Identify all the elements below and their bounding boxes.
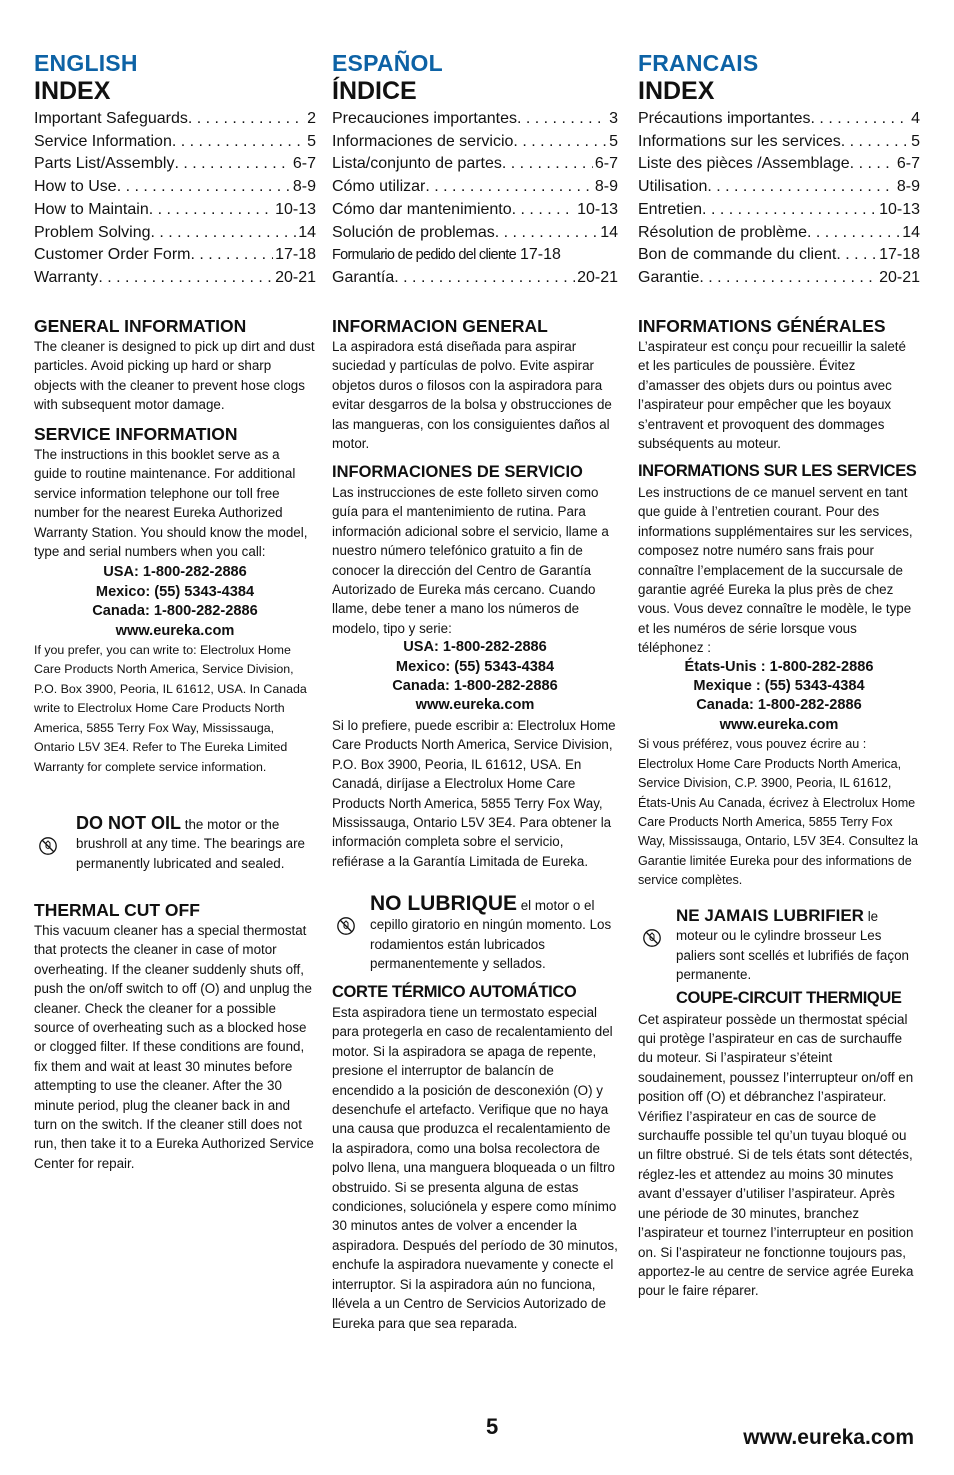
section-heading: THERMAL CUT OFF (34, 900, 200, 920)
do-not-oil-title: NO LUBRIQUE (370, 892, 517, 915)
no-oil-icon (642, 928, 662, 948)
toc-entry: Précautions importantes . . . 4 (638, 108, 920, 131)
section-general-information (638, 316, 920, 453)
index-title: INDEX (638, 77, 715, 105)
toc-entry: How to Maintain . . . 10-13 (34, 199, 316, 222)
section-heading: INFORMACIONES DE SERVICIO (332, 463, 583, 481)
section-heading: INFORMATIONS GÉNÉRALES (638, 316, 886, 336)
section-heading: CORTE TÉRMICO AUTOMÁTICO (332, 983, 577, 1001)
write-address-text: If you prefer, you can write to: Electrolux Home Care Products North America, Service Division, P.O. Box 3900, Peoria, IL 61612, USA. In Canada write to Electrolux Home Care Products North America, 5855 Terry Fox Way, Mississauga, Ontario L5V 3E4. Refer to The Eureka Limited Warranty for complete service information. (34, 643, 307, 774)
section-heading-thermal: COUPE-CIRCUIT THERMIQUE (676, 988, 902, 1007)
write-address-text: Si vous préférez, vous pouvez écrire au : Electrolux Home Care Products North America, Service Division, C.P. 3900, Peoria, IL 61612, États-Unis Au Canada, écrivez à Electrolux Home Care Products North America, 5855 Terry Fox Way, Mississauga, Ontario, L5V 3E4. Consultez la Garantie limitée Eureka pour des informations de service complètes. (638, 737, 918, 888)
section-do-not-oil (332, 894, 618, 974)
do-not-oil-title: DO NOT OIL (76, 813, 181, 833)
phone-mexico: Mexico: (55) 5343-4384 (395, 658, 555, 675)
toc-entry: Customer Order Form . . . 17-18 (34, 244, 316, 267)
section-thermal-cut-off (332, 982, 618, 1333)
toc-entry: Entretien . . . 10-13 (638, 199, 920, 222)
section-body: Les instructions de ce manuel servent en tant que guide à l’entretien courant. Pour des informations supplémentaires sur les services, composez notre numéro sans frais pour connaître l’emplacement de la succursale de garantie agréé Eureka la plus près de chez vous. Vous devez connaître le modèle, le type et les numéros de série lorsque vous téléphonez : (638, 485, 913, 656)
phone-mexico: Mexico: (55) 5343-4384 (95, 583, 255, 600)
toc-entry: Formulario de pedido del cliente 17-18 (332, 246, 561, 264)
column-english (34, 48, 316, 1171)
do-not-oil-title: NE JAMAIS LUBRIFIER (676, 906, 864, 925)
section-heading: SERVICE INFORMATION (34, 424, 238, 444)
section-body: This vacuum cleaner has a special thermostat that protects the cleaner in case of motor overheating. If the cleaner suddenly shuts off, push the on/off switch to off (O) and unplug the cleaner. Check the cleaner for a possible source of overheating such as a blocked hose or clogged filter. If these conditions are found, fix them and wait at least 30 minutes before attempting to use the cleaner. After the 30 minute period, plug the cleaner back in and turn on the switch. If the cleaner still does not run, then take it to a Eureka Authorized Service Center for repair. (34, 923, 314, 1171)
do-not-oil-notice (332, 894, 618, 974)
section-service-information (638, 464, 920, 891)
section-do-not-oil (34, 814, 316, 873)
toc-entry: Bon de commande du client . . . 17-18 (638, 244, 920, 267)
toc-entry: Parts List/Assembly . . . 6-7 (34, 153, 316, 176)
do-not-oil-text: le moteur ou le cylindre brosseur Les paliers sont scellés et lubrifiés de façon permanente. (676, 909, 909, 983)
do-not-oil-text: the motor or the brushroll at any time. The bearings are permanently lubricated and sealed. (76, 817, 306, 871)
toc-entry: Résolution de problème . . . 14 (638, 222, 920, 245)
section-thermal-cut-off (34, 900, 316, 1173)
table-of-contents (332, 108, 618, 290)
toc-entry: Problem Solving . . . 14 (34, 222, 316, 245)
do-not-oil-notice (34, 814, 316, 873)
toc-entry: Informaciones de servicio . . . 5 (332, 131, 618, 154)
do-not-oil-notice (638, 906, 920, 985)
no-oil-icon (336, 916, 356, 936)
section-body: Esta aspiradora tiene un termostato especial para protegerla en caso de recalentamiento del motor. Si la aspiradora se apaga de repente, presione el interruptor de balancín de encendido a la posición de desconexión (O) y desenchufe el artefacto. Verifique que no haya una causa que produzca el recalentamiento de la aspiradora, como una bolsa recolectora de polvo llena, una manguera bloqueada o un filtro obstruido. Si se presenta alguna de estas condiciones, soluciónela y espere como mínimo 30 minutos antes de volver a encender la aspiradora. Después del período de 30 minutos, enchufe la aspiradora nuevamente y conecte el interruptor. Si la aspiradora aún no funciona, llévela a un Centro de Servicios Autorizado de Eureka para que sea reparada. (332, 1005, 618, 1331)
website-link[interactable]: www.eureka.com (415, 697, 535, 714)
toc-entry: How to Use . . . 8-9 (34, 176, 316, 199)
phone-usa: États-Unis : 1-800-282-2886 (684, 658, 874, 675)
section-service-information (332, 462, 618, 871)
section-body: L’aspirateur est conçu pour recueillir la saleté et les particules de poussière. Évitez d’amasser des objets durs ou pointus avec l’aspirateur pour empêcher que les boyaux s’entravent et provoquent des dommages subséquents au moteur. (638, 339, 906, 452)
table-of-contents (34, 108, 316, 290)
no-oil-icon (38, 836, 58, 856)
toc-entry: Precauciones importantes . . . 3 (332, 108, 618, 131)
column-french (638, 48, 920, 1299)
section-body: Las instrucciones de este folleto sirven como guía para el mantenimiento de rutina. Para información adicional sobre el servicio, llame a nuestro número telefónico gratuito a fin de conocer la dirección del Centro de Garantía Autorizado de Eureka más cercano. Cuando llame, debe tener a mano los números de modelo, tipo y serie: (332, 485, 609, 636)
toc-entry: Cómo utilizar . . . 8-9 (332, 176, 618, 199)
toc-entry: Service Information . . . 5 (34, 131, 316, 154)
phone-canada: Canada: 1-800-282-2886 (92, 603, 258, 620)
website-link[interactable]: www.eureka.com (719, 716, 839, 733)
section-body: La aspiradora está diseñada para aspirar suciedad y partículas de polvo. Evite aspirar objetos duros o filosos con la aspiradora para evitar desgarros de la bolsa y obstrucciones de las mangueras, con los consiguientes daños al motor. (332, 339, 612, 452)
toc-entry: Important Safeguards . . . 2 (34, 108, 316, 131)
website-link[interactable]: www.eureka.com (115, 622, 235, 639)
toc-entry: Solución de problemas . . . 14 (332, 222, 618, 245)
section-do-not-oil (638, 906, 920, 1301)
column-spanish (332, 48, 618, 1331)
page-number: 5 (486, 1414, 499, 1439)
section-general-information (34, 316, 316, 415)
toc-entry: Warranty . . . 20-21 (34, 267, 316, 290)
toc-entry: Liste des pièces /Assemblage . . . 6-7 (638, 153, 920, 176)
do-not-oil-text: el motor o el cepillo giratorio en ningún momento. Los rodamientos están lubricados permanentemente y sellados. (370, 898, 612, 972)
toc-entry: Cómo dar mantenimiento . . . 10-13 (332, 199, 618, 222)
toc-entry: Garantía . . . 20-21 (332, 267, 618, 290)
language-heading: FRANCAIS (638, 50, 759, 76)
index-title: INDEX (34, 77, 111, 105)
phone-usa: USA: 1-800-282-2886 (103, 564, 247, 581)
section-heading: INFORMACION GENERAL (332, 316, 548, 336)
toc-entry: Utilisation . . . 8-9 (638, 176, 920, 199)
section-service-information (34, 424, 316, 777)
write-address-text: Si lo prefiere, puede escribir a: Electrolux Home Care Products North America, Service Division, P.O. Box 3900, Peoria, IL 61612, USA. En Canadá, diríjase a Electrolux Home Care Products North America, 5855 Terry Fox Way, Mississauga, Ontario L5V 3E4. Para obtener la información completa sobre el servicio, refiérase a la Garantía Limitada de Eureka. (332, 717, 616, 869)
phone-mexico: Mexique : (55) 5343-4384 (693, 678, 865, 695)
section-body: Cet aspirateur possède un thermostat spécial qui protège l’aspirateur en cas de surchauffe du moteur. Si l’aspirateur s’éteint soudainement, poussez l’interrupteur on/off en position off (O) et débranchez l’aspirateur. Vérifiez l’aspirateur en cas de source de surchauffe possible tel qu’un tuyau bloqué ou un filtre obstrué. Si de tels états sont détectés, réglez-les et attendez au moins 30 minutes avant d’essayer d’utiliser l’aspirateur. Après une période de 30 minutes, branchez l’aspirateur et tournez l’interrupteur en position on. Si l’aspirateur ne fonctionne toujours pas, apportez-le au centre de service agrée Eureka pour le faire réparer. (638, 1011, 914, 1299)
section-body: The instructions in this booklet serve as a guide to routine maintenance. For additional service information telephone our toll free number for the nearest Eureka Authorized Warranty Station. You should know the model, type and serial numbers when you call: (34, 447, 308, 560)
section-body: The cleaner is designed to pick up dirt and dust particles. Avoid picking up hard or sharp objects with the cleaner to prevent hose clogs with subsequent motor damage. (34, 339, 315, 413)
toc-entry: Garantie . . . 20-21 (638, 267, 920, 290)
toc-entry: Informations sur les services . . . 5 (638, 131, 920, 154)
section-general-information (332, 316, 618, 453)
language-heading: ENGLISH (34, 50, 138, 76)
table-of-contents (638, 108, 920, 290)
phone-canada: Canada: 1-800-282-2886 (392, 678, 558, 695)
language-heading: ESPAÑOL (332, 50, 443, 76)
index-title: ÍNDICE (332, 77, 417, 105)
toc-entry: Lista/conjunto de partes . . . 6-7 (332, 153, 618, 176)
section-heading: GENERAL INFORMATION (34, 316, 247, 336)
phone-usa: USA: 1-800-282-2886 (403, 639, 547, 656)
footer-website-link[interactable]: www.eureka.com (743, 1426, 914, 1449)
section-heading: INFORMATIONS SUR LES SERVICES (638, 462, 917, 480)
phone-canada: Canada: 1-800-282-2886 (696, 697, 862, 714)
